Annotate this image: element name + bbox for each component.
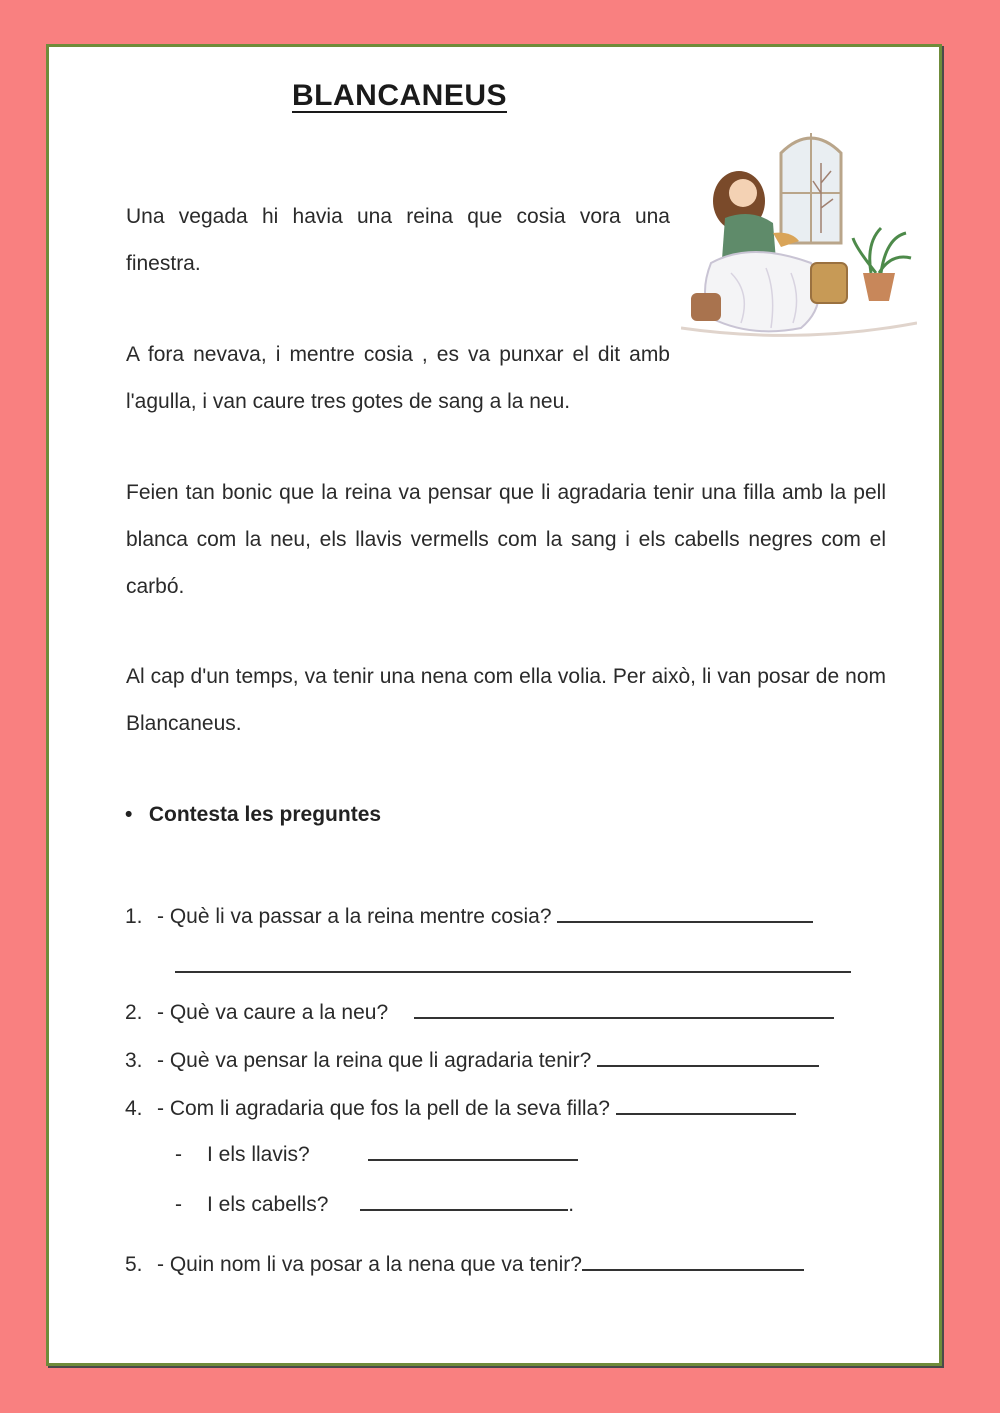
question-number: 1. [125,905,143,928]
question-number: 4. [125,1097,143,1120]
paragraph-1: Una vegada hi havia una reina que cosia vora una finestra. [126,205,670,275]
queen-sewing-illustration [681,123,917,345]
subquestion-hair [175,1191,574,1217]
question-1-extra-line [175,953,851,979]
answer-line[interactable] [582,1251,804,1271]
question-number: 2. [125,1001,143,1024]
question-text: - Quin nom li va posar a la nena que va tenir? [157,1253,582,1276]
answer-line[interactable] [616,1095,796,1115]
paragraph-2: A fora nevava, i mentre cosia , es va punxar el dit amb l'agulla, i van caure tres gotes de sang a la neu. [126,343,670,413]
answer-line[interactable] [175,953,851,973]
answer-line[interactable] [557,903,813,923]
page-title: BLANCANEUS [292,79,507,112]
paragraph-3: Feien tan bonic que la reina va pensar que li agradaria tenir una filla amb la pell blanca com la neu, els llavis vermells com la sang i els cabells negres com el carbó. [126,481,886,598]
question-text: - Què va caure a la neu? [157,1001,389,1024]
dash: - [175,1193,182,1216]
question-number: 5. [125,1253,143,1276]
subquestion-lips [175,1141,578,1167]
answer-line[interactable] [414,999,834,1019]
answer-line[interactable] [368,1141,578,1161]
worksheet-page [46,44,942,1366]
answer-line[interactable] [597,1047,819,1067]
question-5 [125,1251,804,1277]
question-text: - Què li va passar a la reina mentre cosia? [157,905,552,928]
subquestion-text: I els cabells? [207,1193,329,1216]
question-2 [125,999,834,1025]
instruction-label: Contesta les preguntes [148,803,382,826]
bullet-icon: • [125,803,133,826]
question-4 [125,1095,796,1121]
subquestion-text: I els llavis? [207,1143,310,1166]
paragraph-4: Al cap d'un temps, va tenir una nena com ella volia. Per això, li van posar de nom Blancaneus. [126,665,886,735]
dash: - [175,1143,182,1166]
question-3 [125,1047,819,1073]
question-text: - Què va pensar la reina que li agradaria tenir? [157,1049,592,1072]
instruction [125,803,381,827]
question-number: 3. [125,1049,143,1072]
question-1 [125,903,813,929]
question-text: - Com li agradaria que fos la pell de la seva filla? [157,1097,610,1120]
subquestion-suffix: . [568,1193,575,1216]
answer-line[interactable] [360,1191,568,1211]
